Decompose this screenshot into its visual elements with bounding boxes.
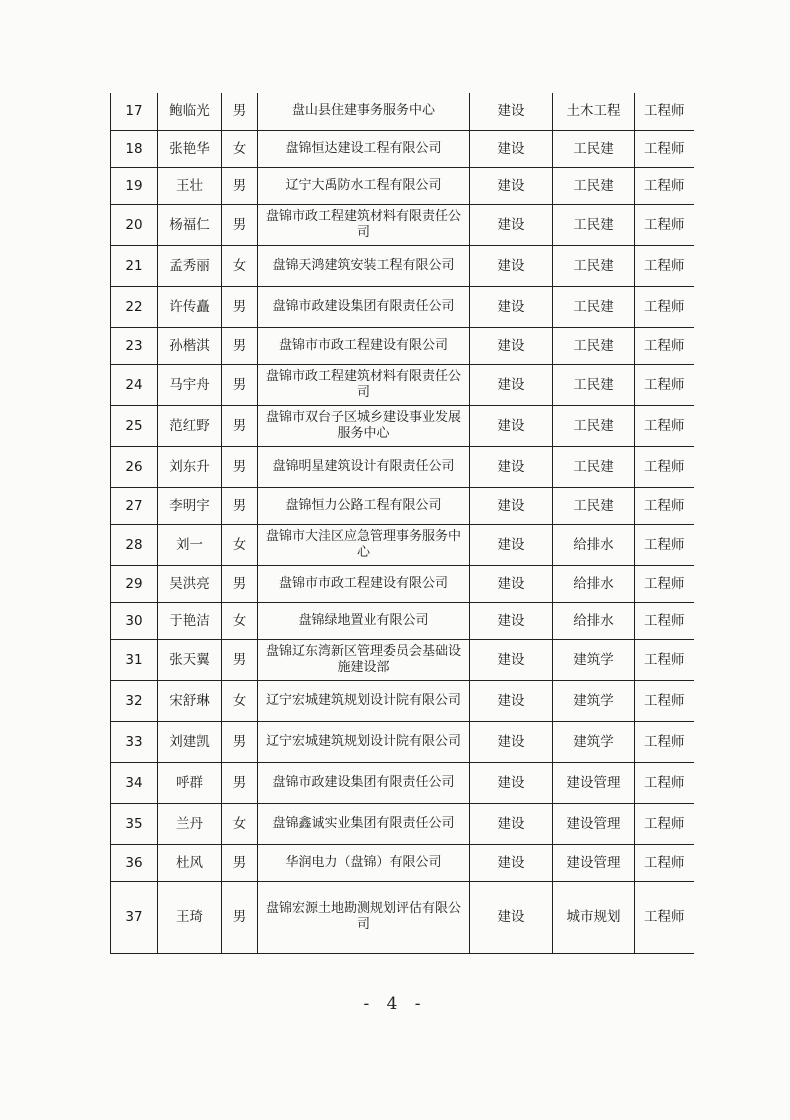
cell-title: 工程师	[635, 364, 694, 405]
cell-title: 工程师	[635, 680, 694, 721]
cell-number: 33	[111, 721, 158, 762]
cell-name: 张艳华	[158, 130, 222, 167]
cell-number: 30	[111, 602, 158, 639]
cell-number: 20	[111, 204, 158, 245]
cell-major: 建筑学	[553, 721, 635, 762]
table-row	[111, 639, 694, 680]
cell-organization: 盘锦市政工程建筑材料有限责任公司	[258, 364, 470, 405]
cell-organization: 盘锦辽东湾新区管理委员会基础设施建设部	[258, 639, 470, 680]
cell-major: 工民建	[553, 446, 635, 487]
table-row	[111, 487, 694, 524]
cell-series: 建设	[470, 364, 553, 405]
table-row	[111, 881, 694, 953]
cell-sex: 男	[222, 327, 258, 364]
cell-major: 工民建	[553, 487, 635, 524]
cell-name: 孙楷淇	[158, 327, 222, 364]
cell-major: 工民建	[553, 405, 635, 446]
cell-sex: 男	[222, 364, 258, 405]
cell-title: 工程师	[635, 327, 694, 364]
cell-name: 杜风	[158, 844, 222, 881]
cell-series: 建设	[470, 680, 553, 721]
cell-name: 于艳洁	[158, 602, 222, 639]
table-row	[111, 245, 694, 286]
cell-organization: 盘锦明星建筑设计有限责任公司	[258, 446, 470, 487]
cell-organization: 盘锦恒力公路工程有限公司	[258, 487, 470, 524]
table-row	[111, 93, 694, 130]
cell-name: 呼群	[158, 762, 222, 803]
cell-sex: 男	[222, 405, 258, 446]
cell-name: 刘建凯	[158, 721, 222, 762]
cell-major: 给排水	[553, 565, 635, 602]
cell-organization: 辽宁宏城建筑规划设计院有限公司	[258, 721, 470, 762]
cell-sex: 男	[222, 204, 258, 245]
cell-series: 建设	[470, 881, 553, 953]
cell-name: 兰丹	[158, 803, 222, 844]
cell-series: 建设	[470, 245, 553, 286]
cell-title: 工程师	[635, 639, 694, 680]
cell-organization: 盘锦鑫诚实业集团有限责任公司	[258, 803, 470, 844]
cell-series: 建设	[470, 167, 553, 204]
cell-title: 工程师	[635, 721, 694, 762]
table-row	[111, 167, 694, 204]
cell-name: 吴洪亮	[158, 565, 222, 602]
cell-major: 工民建	[553, 130, 635, 167]
personnel-table	[110, 93, 694, 954]
cell-name: 杨福仁	[158, 204, 222, 245]
cell-name: 刘一	[158, 524, 222, 565]
cell-series: 建设	[470, 204, 553, 245]
cell-organization: 盘锦绿地置业有限公司	[258, 602, 470, 639]
cell-title: 工程师	[635, 204, 694, 245]
cell-title: 工程师	[635, 167, 694, 204]
table-row	[111, 803, 694, 844]
cell-major: 建设管理	[553, 762, 635, 803]
table-row	[111, 364, 694, 405]
cell-organization: 盘锦市大洼区应急管理事务服务中心	[258, 524, 470, 565]
cell-organization: 盘锦恒达建设工程有限公司	[258, 130, 470, 167]
cell-organization: 盘锦市双台子区城乡建设事业发展服务中心	[258, 405, 470, 446]
cell-title: 工程师	[635, 405, 694, 446]
cell-sex: 男	[222, 762, 258, 803]
cell-title: 工程师	[635, 286, 694, 327]
cell-sex: 女	[222, 245, 258, 286]
cell-series: 建设	[470, 286, 553, 327]
cell-number: 27	[111, 487, 158, 524]
cell-major: 工民建	[553, 204, 635, 245]
cell-organization: 辽宁大禹防水工程有限公司	[258, 167, 470, 204]
cell-number: 24	[111, 364, 158, 405]
cell-number: 26	[111, 446, 158, 487]
cell-major: 建筑学	[553, 680, 635, 721]
cell-major: 工民建	[553, 286, 635, 327]
cell-organization: 盘锦市市政工程建设有限公司	[258, 327, 470, 364]
cell-series: 建设	[470, 565, 553, 602]
cell-sex: 男	[222, 446, 258, 487]
cell-series: 建设	[470, 762, 553, 803]
cell-series: 建设	[470, 721, 553, 762]
cell-name: 王琦	[158, 881, 222, 953]
cell-number: 36	[111, 844, 158, 881]
cell-sex: 男	[222, 286, 258, 327]
cell-organization: 盘锦天鸿建筑安装工程有限公司	[258, 245, 470, 286]
cell-sex: 男	[222, 721, 258, 762]
cell-number: 37	[111, 881, 158, 953]
table-row	[111, 680, 694, 721]
cell-number: 28	[111, 524, 158, 565]
cell-title: 工程师	[635, 602, 694, 639]
cell-organization: 盘锦市政工程建筑材料有限责任公司	[258, 204, 470, 245]
cell-name: 王壮	[158, 167, 222, 204]
cell-sex: 男	[222, 565, 258, 602]
cell-name: 鲍临光	[158, 93, 222, 130]
cell-series: 建设	[470, 93, 553, 130]
cell-sex: 男	[222, 93, 258, 130]
cell-title: 工程师	[635, 93, 694, 130]
cell-sex: 男	[222, 487, 258, 524]
cell-organization: 辽宁宏城建筑规划设计院有限公司	[258, 680, 470, 721]
cell-sex: 男	[222, 639, 258, 680]
cell-number: 18	[111, 130, 158, 167]
cell-sex: 男	[222, 881, 258, 953]
cell-number: 19	[111, 167, 158, 204]
cell-major: 工民建	[553, 245, 635, 286]
cell-number: 23	[111, 327, 158, 364]
cell-number: 31	[111, 639, 158, 680]
cell-name: 宋舒琳	[158, 680, 222, 721]
cell-name: 刘东升	[158, 446, 222, 487]
cell-major: 给排水	[553, 524, 635, 565]
cell-series: 建设	[470, 803, 553, 844]
cell-sex: 女	[222, 524, 258, 565]
cell-title: 工程师	[635, 487, 694, 524]
cell-title: 工程师	[635, 245, 694, 286]
cell-title: 工程师	[635, 844, 694, 881]
table-row	[111, 844, 694, 881]
table-row	[111, 524, 694, 565]
table-row	[111, 327, 694, 364]
page-number: - 4 -	[363, 994, 427, 1014]
table-row	[111, 446, 694, 487]
cell-name: 张天翼	[158, 639, 222, 680]
cell-number: 35	[111, 803, 158, 844]
cell-major: 建设管理	[553, 803, 635, 844]
cell-major: 城市规划	[553, 881, 635, 953]
cell-series: 建设	[470, 639, 553, 680]
cell-title: 工程师	[635, 803, 694, 844]
table-row	[111, 204, 694, 245]
table-row	[111, 405, 694, 446]
cell-major: 建筑学	[553, 639, 635, 680]
cell-name: 孟秀丽	[158, 245, 222, 286]
cell-number: 34	[111, 762, 158, 803]
cell-title: 工程师	[635, 446, 694, 487]
table-row	[111, 602, 694, 639]
cell-name: 马宇舟	[158, 364, 222, 405]
cell-organization: 盘锦市政建设集团有限责任公司	[258, 286, 470, 327]
cell-organization: 盘锦市政建设集团有限责任公司	[258, 762, 470, 803]
cell-series: 建设	[470, 844, 553, 881]
cell-series: 建设	[470, 602, 553, 639]
cell-series: 建设	[470, 524, 553, 565]
cell-number: 32	[111, 680, 158, 721]
cell-series: 建设	[470, 487, 553, 524]
cell-major: 给排水	[553, 602, 635, 639]
cell-sex: 女	[222, 803, 258, 844]
cell-title: 工程师	[635, 565, 694, 602]
cell-title: 工程师	[635, 130, 694, 167]
table-row	[111, 721, 694, 762]
cell-number: 21	[111, 245, 158, 286]
cell-organization: 盘山县住建事务服务中心	[258, 93, 470, 130]
table-row	[111, 130, 694, 167]
cell-sex: 女	[222, 602, 258, 639]
cell-number: 29	[111, 565, 158, 602]
cell-sex: 女	[222, 130, 258, 167]
cell-number: 17	[111, 93, 158, 130]
cell-series: 建设	[470, 327, 553, 364]
cell-title: 工程师	[635, 524, 694, 565]
table-row	[111, 565, 694, 602]
cell-major: 工民建	[553, 364, 635, 405]
cell-major: 土木工程	[553, 93, 635, 130]
cell-number: 22	[111, 286, 158, 327]
cell-major: 建设管理	[553, 844, 635, 881]
cell-title: 工程师	[635, 881, 694, 953]
cell-series: 建设	[470, 130, 553, 167]
cell-major: 工民建	[553, 167, 635, 204]
cell-organization: 华润电力（盘锦）有限公司	[258, 844, 470, 881]
cell-title: 工程师	[635, 762, 694, 803]
cell-organization: 盘锦市市政工程建设有限公司	[258, 565, 470, 602]
cell-major: 工民建	[553, 327, 635, 364]
cell-sex: 女	[222, 680, 258, 721]
cell-series: 建设	[470, 405, 553, 446]
cell-name: 范红野	[158, 405, 222, 446]
cell-name: 李明宇	[158, 487, 222, 524]
cell-organization: 盘锦宏源土地勘测规划评估有限公司	[258, 881, 470, 953]
cell-series: 建设	[470, 446, 553, 487]
table-row	[111, 762, 694, 803]
cell-name: 许传矗	[158, 286, 222, 327]
table-row	[111, 286, 694, 327]
cell-sex: 男	[222, 844, 258, 881]
cell-sex: 男	[222, 167, 258, 204]
cell-number: 25	[111, 405, 158, 446]
